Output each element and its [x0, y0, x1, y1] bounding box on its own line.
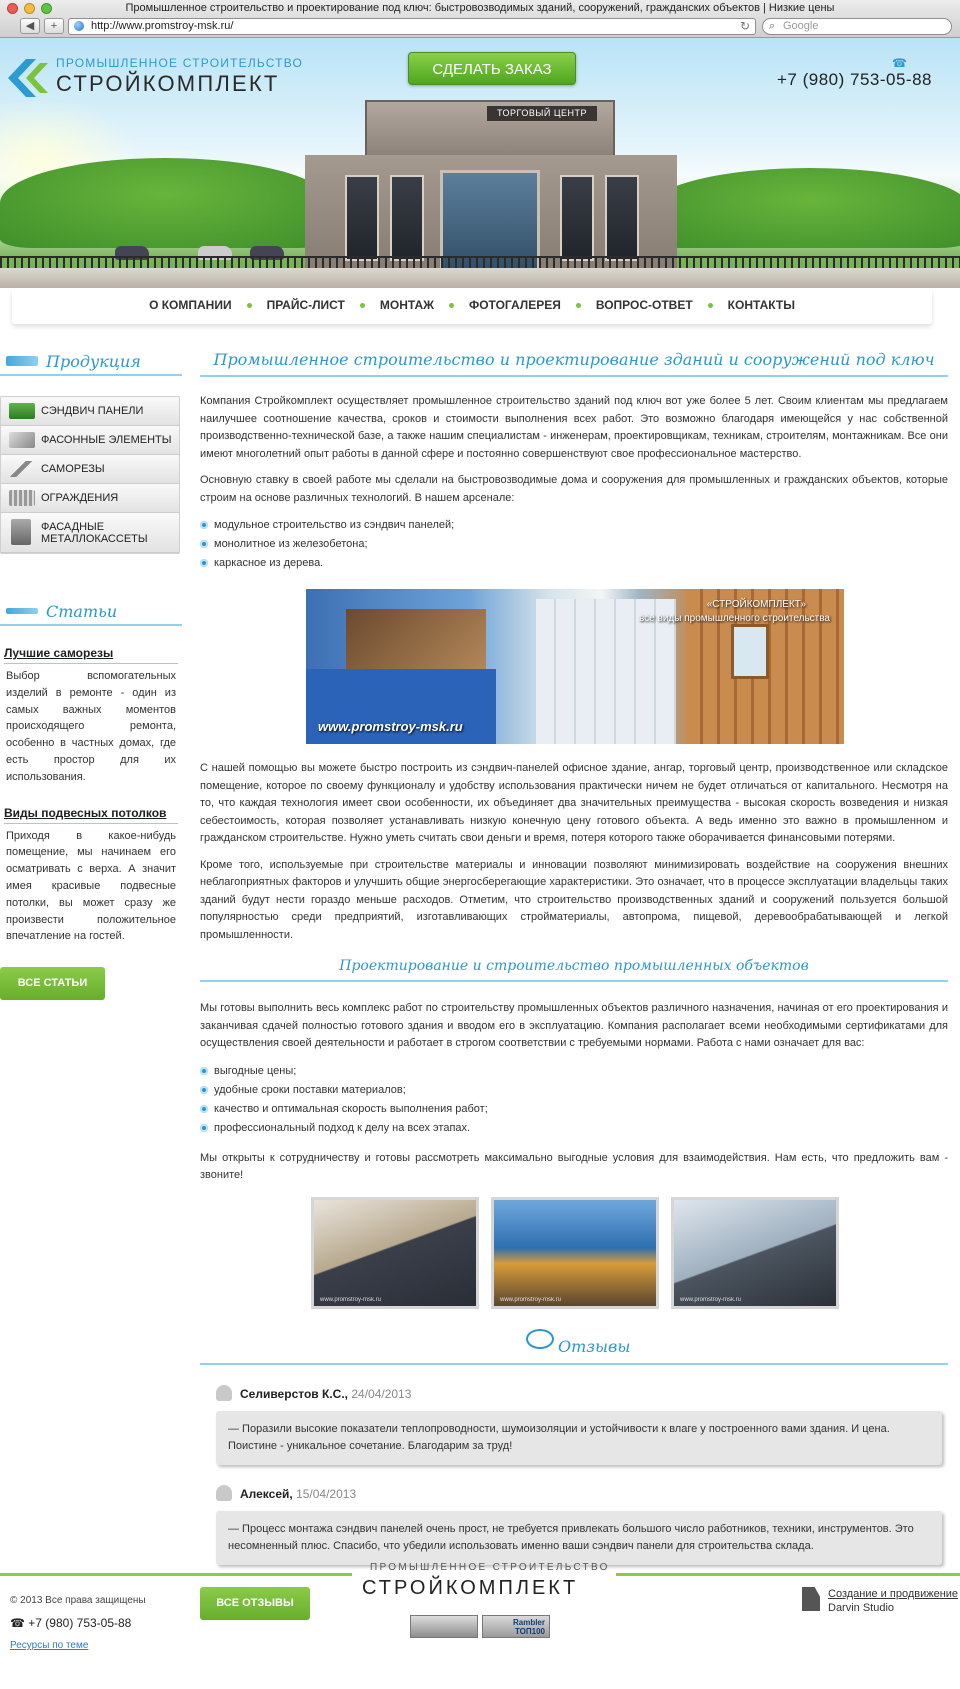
- footer-divider: [616, 1573, 960, 1576]
- phone-icon: ☎: [10, 1616, 29, 1630]
- add-bookmark-button[interactable]: +: [44, 18, 64, 34]
- paragraph: С нашей помощью вы можете быстро построить из сэндвич-панелей офисное здание, ангар, торговый центр, производственное или складское помещение, которое по своему функционалу и удобству использования практически ничем не будет отличаться от капитального. Несмотря на то, что каждая технология имеет свои особенности, их объединяет два значительных преимущества - высокая скорость возведения и низкая себестоимость, которая позволяет устанавливать низкую конечную цену готового объекта. А ведь именно это важно в промышленном и гражданском строительстве. Нужно уметь считать свои деньги и время, потеря которого также оборачивается финансовыми потерями.: [200, 762, 948, 844]
- product-label: ФАСАДНЫЕ: [41, 521, 105, 533]
- gallery-photo[interactable]: [311, 1197, 479, 1309]
- technologies-list: [200, 516, 948, 573]
- globe-icon: [74, 21, 84, 31]
- nav-item-faq[interactable]: ВОПРОС-ОТВЕТ: [595, 298, 693, 312]
- list-item: профессиональный подход к делу на всех этапах.: [200, 1119, 948, 1138]
- building-sign: ТОРГОВЫЙ ЦЕНТР: [487, 106, 597, 121]
- phone-number: +7 (980) 753-05-88: [776, 70, 932, 89]
- section-subtitle: Проектирование и строительство промышленных объектов: [200, 958, 948, 982]
- copyright: © 2013 Все права защищены: [10, 1595, 146, 1606]
- site-footer: [0, 1550, 960, 1689]
- building-window: [345, 175, 379, 261]
- nav-item-price[interactable]: ПРАЙС-ЛИСТ: [266, 298, 345, 312]
- review-author: [216, 1387, 948, 1405]
- footer-logo-tagline: ПРОМЫШЛЕННОЕ СТРОИТЕЛЬСТВО: [370, 1562, 610, 1573]
- user-icon: [216, 1485, 232, 1501]
- product-label: ФАСОННЫЕ ЭЛЕМЕНТЫ: [41, 434, 172, 446]
- browser-toolbar: [0, 0, 960, 38]
- building-window: [390, 175, 424, 261]
- product-item-cassettes[interactable]: [1, 513, 179, 553]
- developer-link[interactable]: Создание и продвижение: [828, 1588, 959, 1600]
- darvin-logo-icon: [802, 1587, 820, 1611]
- review-author-name: Алексей,: [240, 1486, 293, 1501]
- product-label: САМОРЕЗЫ: [41, 463, 105, 475]
- fittings-icon: [9, 432, 35, 448]
- products-menu: [0, 396, 180, 554]
- stats-counter[interactable]: [410, 1615, 478, 1638]
- nav-item-about[interactable]: О КОМПАНИИ: [149, 298, 232, 312]
- screw-icon: [9, 461, 35, 477]
- user-icon: [216, 1385, 232, 1401]
- list-item: монолитное из железобетона;: [200, 535, 948, 554]
- nav-item-installation[interactable]: МОНТАЖ: [379, 298, 434, 312]
- product-label: СЭНДВИЧ ПАНЕЛИ: [41, 405, 144, 417]
- product-item-sandwich[interactable]: [1, 397, 179, 426]
- panel-icon: [6, 356, 38, 366]
- trees-right: [650, 168, 960, 248]
- building-window: [605, 175, 639, 261]
- trees-left: [0, 158, 330, 248]
- photo-caption: www.promstroy-msk.ru: [500, 1296, 562, 1303]
- search-field[interactable]: [762, 18, 952, 35]
- review-text: — Поразили высокие показатели теплопроводности, шумоизоляции и устойчивости к влаге у построенного вами здания. И цена. Поистине - уникальное сочетание. Благодарим за труд!: [216, 1411, 942, 1465]
- site-logo[interactable]: [6, 56, 304, 101]
- pencil-icon: [6, 608, 38, 614]
- reload-icon[interactable]: ↻: [739, 19, 750, 33]
- back-button[interactable]: ◀: [20, 18, 40, 34]
- banner-window: [731, 624, 769, 679]
- product-item-screws[interactable]: [1, 455, 179, 484]
- reviews-heading: [200, 1329, 948, 1365]
- paragraph: Основную ставку в своей работе мы сделали на быстровозводимые дома и сооружения для промышленных и гражданских объектов, которые строим на основе различных технологий. В нашем арсенале:: [200, 474, 948, 504]
- gallery-photo[interactable]: [491, 1197, 659, 1309]
- logo-tagline: ПРОМЫШЛЕННОЕ СТРОИТЕЛЬСТВО: [56, 56, 304, 70]
- banner-caption-sub: все виды промышленного строительства: [638, 613, 830, 624]
- divider: [4, 823, 178, 824]
- phone-icon: ☎: [892, 56, 907, 70]
- review-date: 15/04/2013: [296, 1486, 357, 1501]
- speech-bubble-icon: [526, 1329, 554, 1349]
- benefits-list: [200, 1062, 948, 1138]
- search-placeholder: Google: [783, 20, 819, 32]
- url-text: http://www.promstroy-msk.ru/: [91, 20, 234, 32]
- main-content: [200, 350, 948, 1620]
- fence-icon: [9, 490, 35, 506]
- products-title: Продукция: [46, 352, 141, 371]
- footer-phone: [10, 1616, 131, 1630]
- footer-logo[interactable]: СТРОЙКОМПЛЕКТ: [362, 1577, 579, 1599]
- rambler-counter[interactable]: Rambler ТОП100: [482, 1615, 550, 1638]
- divider: [4, 663, 178, 664]
- paragraph: Кроме того, используемые при строительстве материалы и инновации позволяют минимизировать воздействие на сооружения внешних неблагоприятных факторов и улучшить общие энергосберегающие характеристики. Это означает, что в процессе эксплуатации владельцы таких зданий будут нести гораздо меньше расходов. Отметим, что строительство производственных зданий и сооружений пользуется большой популярностью среди предприятий, изготавливающих стройматериалы, автопрома, пищевой, деревообрабатывающей и легкой промышленности.: [200, 858, 948, 941]
- gallery-photo[interactable]: [671, 1197, 839, 1309]
- article-title-link[interactable]: Виды подвесных потолков: [4, 805, 167, 820]
- review-author: [216, 1487, 948, 1505]
- order-button[interactable]: СДЕЛАТЬ ЗАКАЗ: [408, 52, 576, 85]
- product-label: ОГРАЖДЕНИЯ: [41, 492, 119, 504]
- product-item-fences[interactable]: [1, 484, 179, 513]
- header-phone: [777, 56, 932, 90]
- photo-gallery: [311, 1197, 948, 1309]
- building-window: [560, 175, 594, 261]
- products-heading: [0, 350, 182, 376]
- nav-item-contacts[interactable]: КОНТАКТЫ: [727, 298, 795, 312]
- review-date: 24/04/2013: [351, 1386, 412, 1401]
- road: [0, 268, 960, 288]
- search-icon: ⌕: [769, 20, 776, 32]
- article: [0, 804, 182, 946]
- product-label-line2: МЕТАЛЛОКАССЕТЫ: [41, 533, 148, 545]
- articles-heading: [0, 600, 182, 626]
- footer-phone-number: +7 (980) 753-05-88: [28, 1616, 132, 1630]
- article: [0, 644, 182, 786]
- review-item: [216, 1387, 948, 1465]
- paragraph: Мы открыты к сотрудничеству и готовы рассмотреть максимально выгодные условия для взаимодействия. Нам есть, что предложить вам - звоните!: [200, 1151, 948, 1181]
- article-title-link[interactable]: Лучшие саморезы: [4, 646, 114, 660]
- footer-divider: [0, 1573, 352, 1576]
- window-title: Промышленное строительство и проектирование под ключ: быстровозводимых зданий, сооружений, гражданских объектов | Низкие цены: [125, 2, 835, 14]
- reviews-title: Отзывы: [558, 1336, 631, 1356]
- list-item: удобные сроки поставки материалов;: [200, 1081, 948, 1100]
- resources-link[interactable]: Ресурсы по теме: [10, 1640, 89, 1651]
- photo-caption: www.promstroy-msk.ru: [320, 1296, 382, 1303]
- all-reviews-button[interactable]: ВСЕ ОТЗЫВЫ: [200, 1587, 310, 1620]
- construction-banner-image: [306, 589, 844, 744]
- intro-paragraph: Компания Стройкомплект осуществляет промышленное строительство зданий под ключ вот уже более 5 лет. Своим клиентам мы предлагаем наилучшее соотношение качества, сроков и стоимости выполнения всех работ. Это возможно благодаря имеющейся у нас собственной производственно-технической базе, а также нашим специалистам - инженерам, проектировщикам, техникам, строителям, монтажникам. Все они имеют многолетний опыт работы в данной сфере и постоянно совершенствуют свое профессиональное мастерство.: [200, 395, 948, 460]
- review-text: — Процесс монтажа сэндвич панелей очень прост, не требуется привлекать большого число работников, техники, инструментов. Это несомненный плюс. Спасибо, что убедили использовать именно ваши сэндвич панели для строительства склада.: [216, 1511, 942, 1565]
- product-item-fittings[interactable]: [1, 426, 179, 455]
- logo-name: СТРОЙКОМПЛЕКТ: [56, 71, 280, 96]
- review-author-name: Селиверстов К.С.,: [240, 1386, 348, 1401]
- article-excerpt: Приходя в какое-нибудь помещение, мы начинаем его осматривать с верха. А значит имея красивые подвесные потолки, вы может сразу же произвести положительное впечатление на гостей.: [6, 829, 176, 943]
- article-excerpt: Выбор вспомогательных изделий в ремонте - один из самых важных моментов происходящего ремонта, особенно в частных домах, где есть простор для их использования.: [6, 670, 176, 783]
- sandwich-panel-icon: [9, 403, 35, 419]
- site-header: [0, 38, 960, 288]
- list-item: качество и оптимальная скорость выполнения работ;: [200, 1100, 948, 1119]
- all-articles-button[interactable]: ВСЕ СТАТЬИ: [0, 967, 105, 1000]
- logo-chevron-icon: [6, 59, 50, 97]
- photo-caption: www.promstroy-msk.ru: [680, 1296, 742, 1303]
- main-nav: [12, 288, 932, 324]
- developer-name: Darvin Studio: [828, 1602, 895, 1614]
- list-item: выгодные цены;: [200, 1062, 948, 1081]
- cassette-icon: [11, 519, 31, 545]
- nav-item-gallery[interactable]: ФОТОГАЛЕРЕЯ: [468, 298, 561, 312]
- list-item: каркасное из дерева.: [200, 554, 948, 573]
- address-bar[interactable]: [68, 18, 756, 35]
- building-top: [365, 100, 615, 160]
- articles-title: Статьи: [46, 602, 118, 621]
- page-title: Промышленное строительство и проектирование зданий и сооружений под ключ: [200, 350, 948, 377]
- list-item: модульное строительство из сэндвич панелей;: [200, 516, 948, 535]
- sidebar: [0, 350, 182, 1000]
- banner-caption: «СТРОЙКОМПЛЕКТ»: [706, 599, 806, 610]
- paragraph: Мы готовы выполнить весь комплекс работ по строительству промышленных объектов различного назначения, начиная от его проектирования и заканчивая сдачей полностью готового здания и вводом его в эксплуатацию. Компания располагает всеми необходимыми сертификатами для осуществления своей деятельности и работает в строгом соответствии с требуемыми нормами. Работа с нами означает для вас:: [200, 1002, 948, 1049]
- banner-url: www.promstroy-msk.ru: [318, 719, 463, 734]
